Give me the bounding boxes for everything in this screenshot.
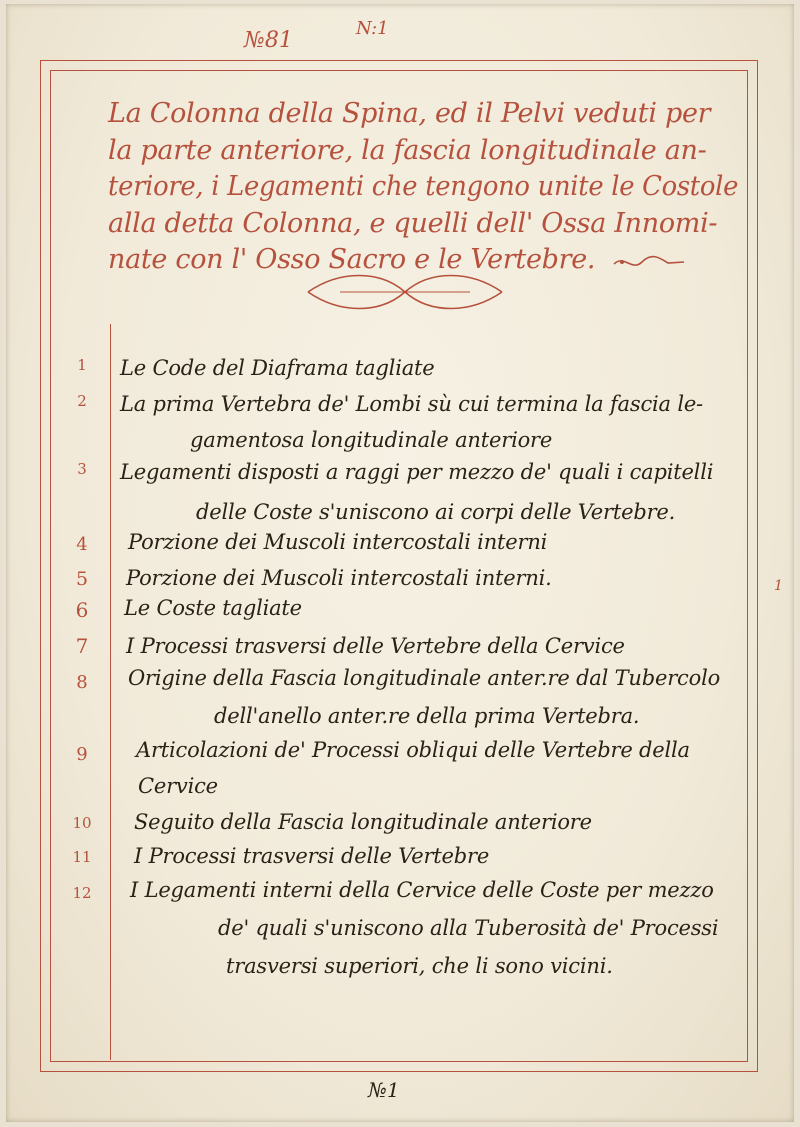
- entry-text-line: trasversi superiori, che li sono vicini.: [226, 954, 613, 978]
- title-flourish: [300, 264, 510, 320]
- entry-number: 1: [77, 356, 87, 374]
- entry-text-line: I Legamenti interni della Cervice delle Coste per mezzo: [130, 878, 714, 902]
- title-tail-flourish: [610, 250, 690, 276]
- entry-text-line: Seguito della Fascia longitudinale anteriore: [134, 810, 592, 834]
- edge-mark: 1: [774, 578, 783, 594]
- entry-text-line: dell'anello anter.re della prima Vertebra.: [214, 704, 640, 728]
- title-line: la parte anteriore, la fascia longitudinale an-: [108, 134, 707, 166]
- margin-rule: [110, 324, 111, 1060]
- entry-text-line: Le Coste tagliate: [124, 596, 302, 620]
- entry-text-line: I Processi trasversi delle Vertebre: [134, 844, 490, 868]
- title-line: teriore, i Legamenti che tengono unite le Costole: [108, 171, 739, 202]
- entry-number: 11: [72, 848, 92, 866]
- entry-number: 3: [77, 460, 87, 478]
- entry-number: 4: [76, 534, 88, 555]
- entry-number: 2: [77, 392, 87, 410]
- entry-text-line: Articolazioni de' Processi obliqui delle Vertebre della: [136, 738, 690, 762]
- entry-number: 10: [72, 814, 92, 832]
- entry-text-line: Porzione dei Muscoli intercostali interni.: [126, 566, 552, 590]
- entry-text-line: Porzione dei Muscoli intercostali interni: [128, 530, 548, 554]
- entry-text-line: Legamenti disposti a raggi per mezzo de' quali i capitelli: [120, 460, 714, 484]
- entry-number: 7: [75, 634, 89, 658]
- entry-text-line: Cervice: [138, 774, 218, 798]
- entry-text-line: delle Coste s'uniscono ai corpi delle Vertebre.: [196, 500, 676, 524]
- title-line: alla detta Colonna, e quelli dell' Ossa Innomi-: [108, 207, 718, 239]
- entry-number: 9: [76, 744, 88, 765]
- entry-number: 8: [76, 672, 88, 693]
- entry-number: 12: [72, 884, 92, 902]
- entry-text-line: Le Code del Diaframa tagliate: [120, 356, 435, 380]
- entry-text-line: I Processi trasversi delle Vertebre della Cervice: [126, 634, 625, 658]
- entry-text-line: La prima Vertebra de' Lombi sù cui termina la fascia le-: [120, 392, 703, 416]
- title-line: La Colonna della Spina, ed il Pelvi veduti per: [108, 98, 711, 129]
- folio-number-bottom: №1: [368, 1078, 400, 1102]
- folio-number-top: №81: [244, 28, 293, 53]
- entry-text-line: de' quali s'uniscono alla Tuberosità de' Processi: [218, 916, 719, 940]
- entry-number: 5: [75, 568, 89, 590]
- entry-number: 6: [75, 598, 89, 622]
- title-line: nate con l' Osso Sacro e le Vertebre.: [108, 244, 596, 275]
- entry-text-line: Origine della Fascia longitudinale anter.re dal Tubercolo: [128, 666, 721, 690]
- entry-text-line: gamentosa longitudinale anteriore: [190, 428, 553, 452]
- folio-mark-top: N:1: [356, 18, 389, 39]
